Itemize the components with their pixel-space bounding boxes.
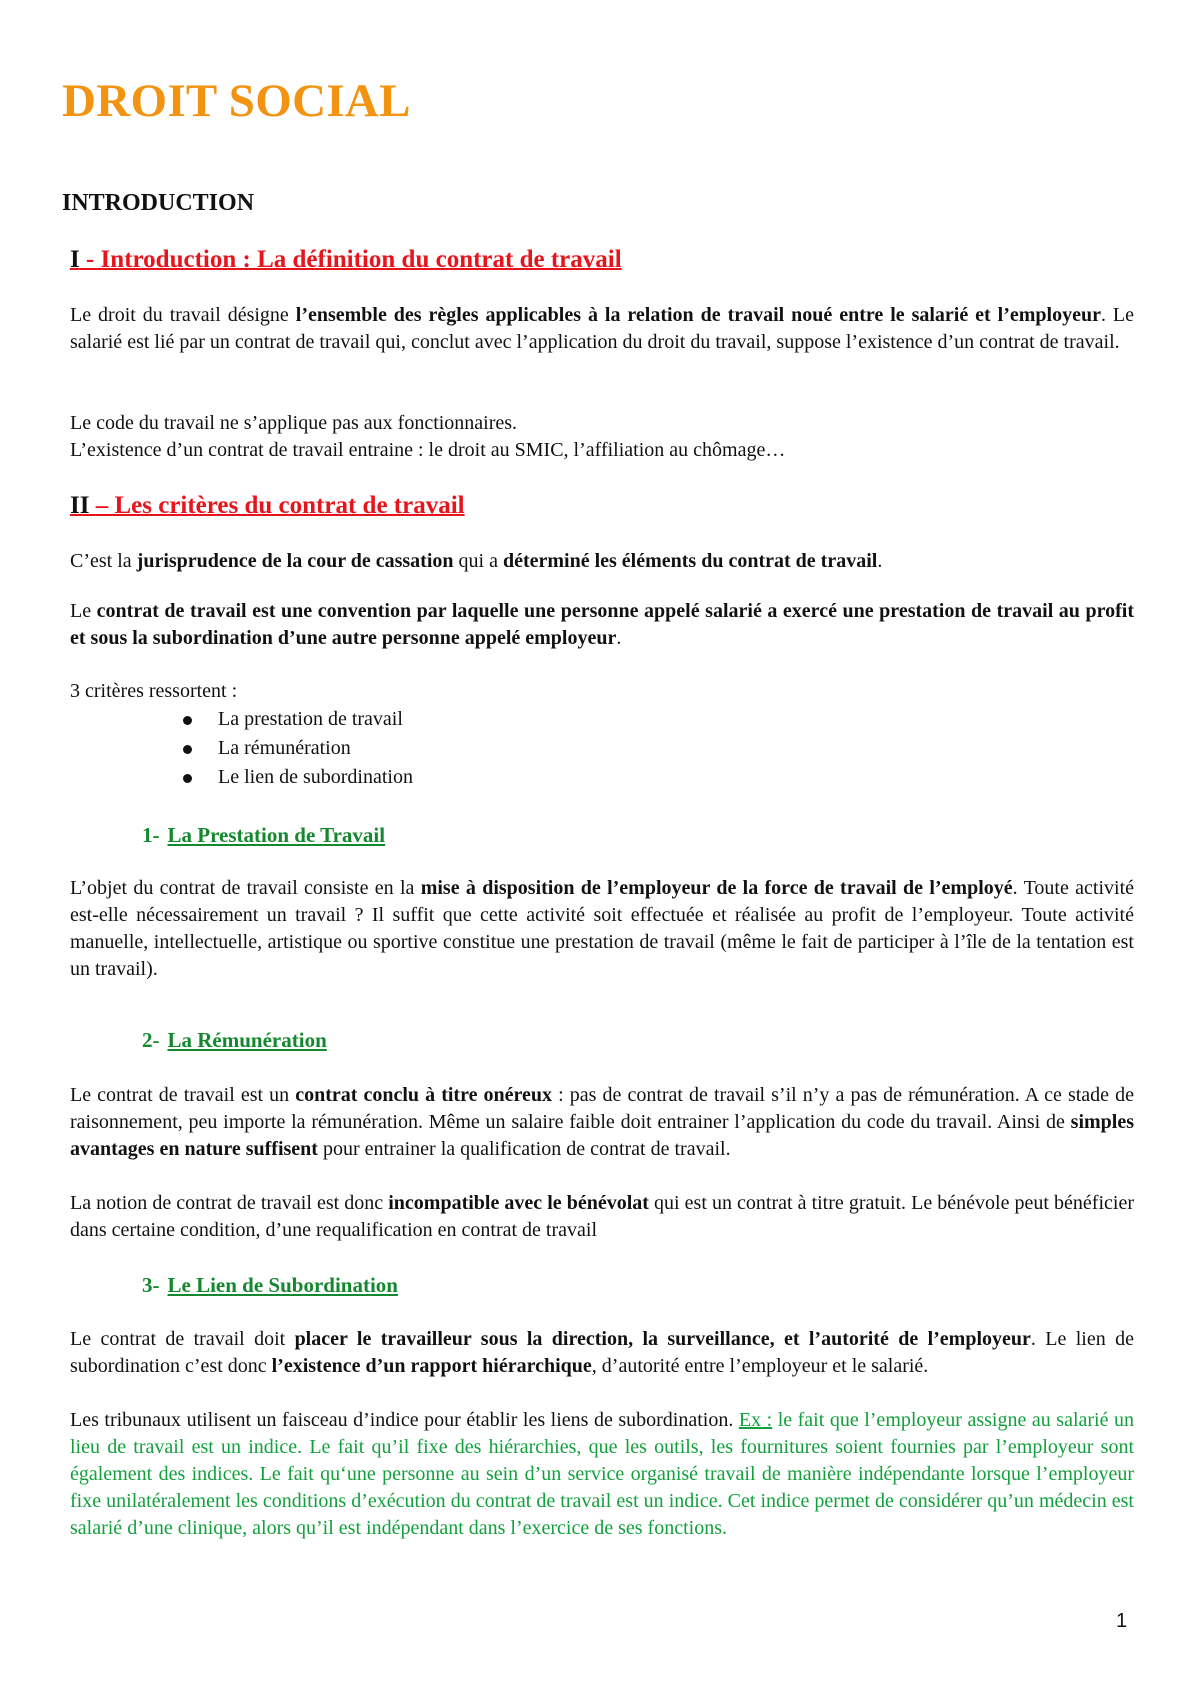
subsection-3-paragraph-1 — [70, 1326, 1134, 1380]
criteria-intro: 3 critères ressortent : — [70, 680, 238, 702]
bold-run: contrat de travail est une convention par laquelle une personne appelé salarié a exercé une prestation de travail au profit et sous la subordination d’une autre personne appelé employeur — [70, 600, 1134, 649]
bold-run: l’existence d’un rapport hiérarchique — [271, 1355, 592, 1377]
bold-run: simples avantages en nature suffisent — [70, 1111, 1134, 1160]
section-2-paragraph-1 — [70, 548, 1134, 575]
bullet-icon — [183, 716, 192, 725]
section-2-heading — [70, 492, 465, 520]
text-run: qui a — [453, 550, 503, 572]
section-1-heading — [70, 246, 622, 274]
text-run: La notion de contrat de travail est donc — [70, 1192, 389, 1214]
text-run: Le contrat de travail doit — [70, 1328, 295, 1350]
bold-run: jurisprudence de la cour de cassation — [136, 550, 454, 572]
example-text: le fait que l’employeur assigne au salarié un lieu de travail est un indice. Le fait qu’il fixe des hiérarchies, que les outils, les fournitures soient fournies par l’employeur sont également des indices. Le fait qu‘une personne au sein d’un service organisé travail de manière indépendante lorsque l’employeur fixe unilatéralement les conditions d’exécution du contrat de travail est un indice. Cet indice permet de considérer qu’un médecin est salarié d’une clinique, alors qu’il est indépendant dans l’exercice de ses fonctions. — [70, 1409, 1134, 1539]
section-2-title: – Les critères du contrat de travail — [89, 492, 465, 519]
list-item — [180, 763, 413, 792]
subsection-2-title: La Rémunération — [167, 1028, 327, 1052]
bullet-icon — [183, 774, 192, 783]
section-2-number: II — [70, 492, 90, 519]
bold-run: mise à disposition de l’employeur de la force de travail de l’employé — [420, 877, 1013, 899]
text-run: Le — [70, 600, 97, 622]
section-1-title: - Introduction : La définition du contrat de travail — [79, 246, 622, 273]
text-run: . — [616, 627, 622, 649]
subsection-2-number: 2- — [142, 1028, 160, 1052]
text-run: , d’autorité entre l’employeur et le salarié. — [591, 1355, 929, 1377]
text-run: : pas de contrat de travail s’il n’y a pas de rémunération. A ce stade de raisonnement, peu importe la rémunération. Même un salaire faible doit entrainer l’application du code du travail. Ainsi de — [70, 1084, 1134, 1133]
subsection-1-heading — [142, 823, 385, 848]
text-run: pour entrainer la qualification de contrat de travail. — [317, 1138, 731, 1160]
list-item — [180, 705, 413, 734]
subsection-1-number: 1- — [142, 823, 160, 847]
text-run: Le contrat de travail est un — [70, 1084, 296, 1106]
subsection-2-paragraph-2 — [70, 1190, 1134, 1244]
section-1-paragraph-2 — [70, 410, 1134, 464]
criteria-list — [180, 705, 413, 792]
bold-run: placer le travailleur sous la direction, la surveillance, et l’autorité de l’employeur — [294, 1328, 1031, 1350]
subsection-2-heading — [142, 1028, 327, 1053]
text-line: Le code du travail ne s’applique pas aux fonctionnaires. — [70, 412, 518, 434]
subsection-3-heading — [142, 1273, 398, 1298]
subsection-1-paragraph — [70, 875, 1134, 983]
bold-run: l’ensemble des règles applicables à la relation de travail noué entre le salarié et l’employeur — [295, 304, 1101, 326]
text-run: C’est la — [70, 550, 137, 572]
section-2-paragraph-2 — [70, 598, 1134, 652]
subsection-3-title: Le Lien de Subordination — [167, 1273, 398, 1297]
intro-heading: INTRODUCTION — [62, 190, 255, 216]
list-item-label: Le lien de subordination — [218, 766, 413, 788]
bullet-icon — [183, 745, 192, 754]
list-item-label: La rémunération — [218, 737, 351, 759]
list-item — [180, 734, 413, 763]
document-title: DROIT SOCIAL — [62, 75, 411, 127]
text-run: L’objet du contrat de travail consiste en la — [70, 877, 421, 899]
example-label: Ex : — [738, 1409, 773, 1431]
section-1-paragraph-1 — [70, 302, 1134, 356]
text-run: . — [877, 550, 883, 572]
text-run: Le droit du travail désigne — [70, 304, 296, 326]
bold-run: déterminé les éléments du contrat de travail — [502, 550, 878, 572]
text-run: . Le salarié est lié par un contrat de travail qui, conclut avec l’application du droit du travail, suppose l’existence d’un contrat de travail. — [70, 304, 1135, 353]
text-run: . Le lien de subordination c’est donc — [70, 1328, 1134, 1377]
subsection-1-title: La Prestation de Travail — [167, 823, 386, 847]
text-run: qui est un contrat à titre gratuit. Le bénévole peut bénéficier dans certaine condition, d’une requalification en contrat de travail — [70, 1192, 1134, 1241]
bold-run: incompatible avec le bénévolat — [388, 1192, 649, 1214]
subsection-2-paragraph-1 — [70, 1082, 1134, 1163]
section-1-number: I — [70, 246, 80, 273]
bold-run: contrat conclu à titre onéreux — [295, 1084, 553, 1106]
text-run: Les tribunaux utilisent un faisceau d’indice pour établir les liens de subordination. — [70, 1409, 739, 1431]
subsection-3-paragraph-2 — [70, 1407, 1134, 1542]
page-number: 1 — [1116, 1610, 1128, 1632]
text-run: . Toute activité est-elle nécessairement un travail ? Il suffit que cette activité soit effectuée et réalisée au profit de l’employeur. Toute activité manuelle, intellectuelle, artistique ou sportive constitue une prestation de travail (même le fait de participer à l’île de la tentation est un travail). — [70, 877, 1135, 980]
subsection-3-number: 3- — [142, 1273, 160, 1297]
list-item-label: La prestation de travail — [218, 708, 403, 730]
text-line: L’existence d’un contrat de travail entraine : le droit au SMIC, l’affiliation au chômage… — [70, 439, 786, 461]
